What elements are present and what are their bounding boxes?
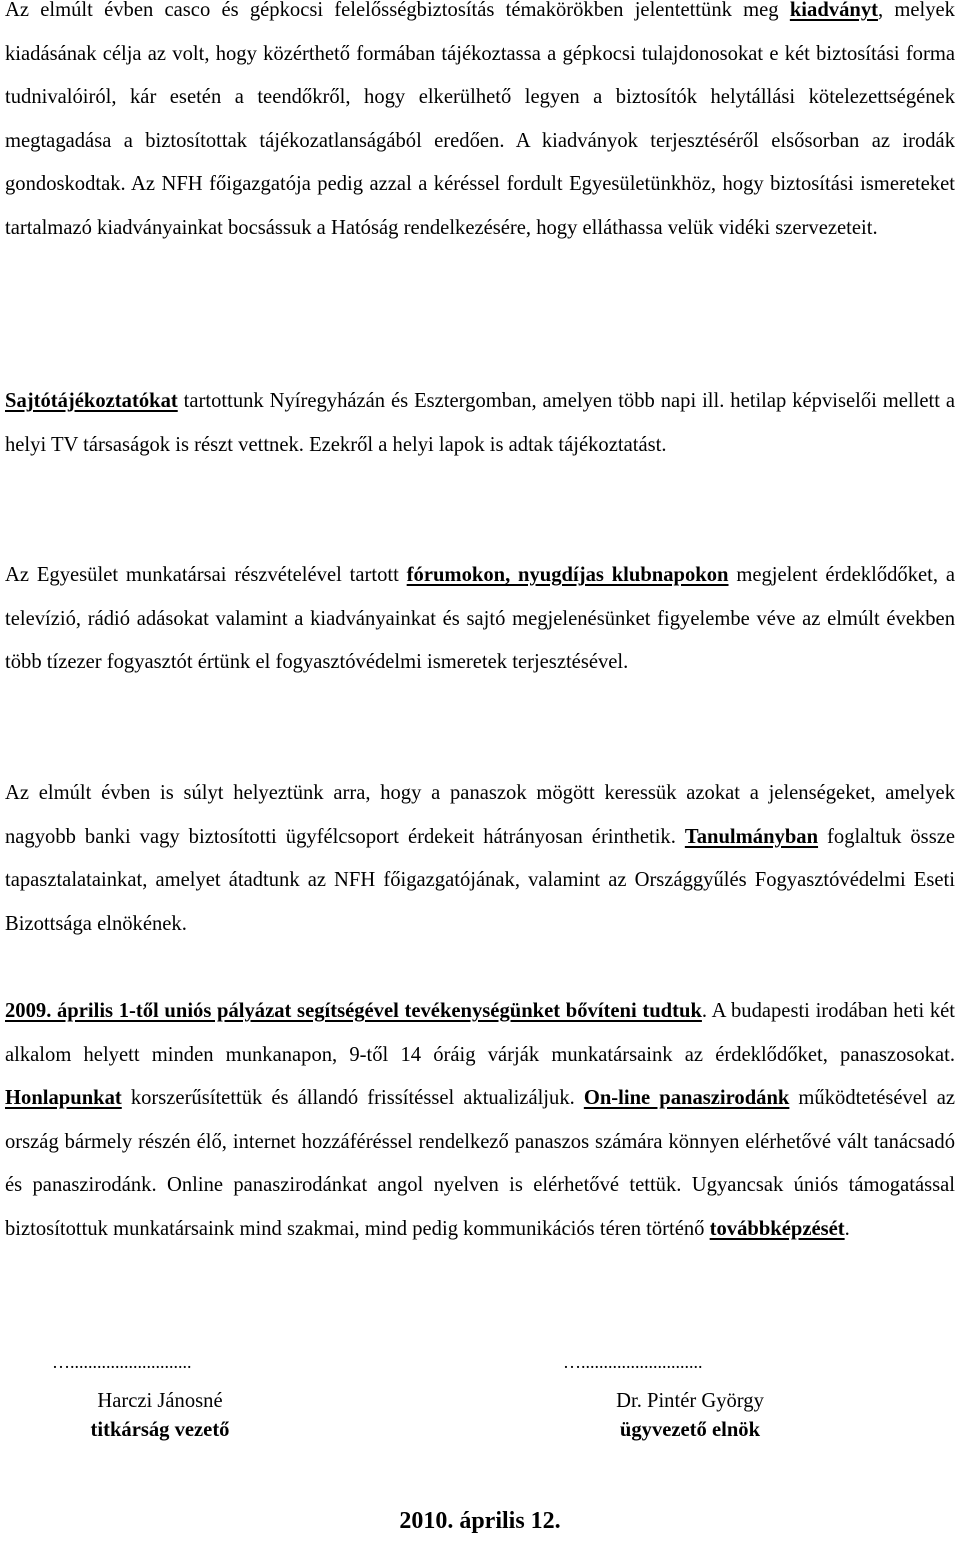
paragraph-text: foglaltuk össze tapasztalatainkat, amelyet átadtunk az NFH főigazgatójának, valamint az Országgyűlés Fogyasztóvédelmi Eseti Bizottsága elnökének. [5,825,955,935]
honlap-link[interactable]: Honlapunkat [5,1087,122,1109]
paragraph-study [5,772,955,946]
paragraph-publications [5,0,955,250]
paragraph-text: Az elmúlt évben is súlyt helyeztünk arra, hogy a panaszok mögött keressük azokat a jelenségeket, amelyek nagyobb banki vagy biztosítotti ügyfélcsoport érdekeit hátrányosan érinthetik. [5,782,955,848]
tanulmany-link[interactable]: Tanulmányban [684,825,819,848]
paragraph-text: működtetésével az ország bármely részén élő, internet hozzáféréssel rendelkező panaszos számára könnyen elérhetővé vált tanácsadó és panaszirodánk. Online panaszirodánkat angol nyelven is elérhetővé tettük. Ugyancsak úniós támogatással biztosítottuk munkatársaink mind szakmai, mind pedig kommunikációs téren történő [5,1087,955,1240]
signer-title-right: ügyvezető elnök [619,1419,761,1441]
document-date: 2010. április 12. [399,1508,561,1534]
signer-name-left: Harczi Jánosné [97,1390,223,1412]
signer-title-left: titkárság vezető [90,1419,230,1441]
paragraph-project [5,990,955,1251]
paragraph-text: Az elmúlt évben casco és gépkocsi felelősségbiztosítás témakörökben jelentettünk meg [5,0,790,21]
signer-name-right: Dr. Pintér György [616,1390,764,1412]
signature-block-left [60,1387,260,1445]
signature-block-right [580,1387,800,1445]
paragraph-text: tartottunk Nyíregyházán és Esztergomban, amelyen több napi ill. hetilap képviselői mellett a helyi TV társaságok is részt vettnek. Ezekről a helyi lapok is adtak tájékoztatást. [5,390,955,456]
forum-link[interactable]: fórumokon, nyugdíjas klubnapokon [406,564,729,586]
paragraph-text: megjelent érdeklődőket, a televízió, rádió adásokat valamint a kiadványainkat és sajtó megjelenésünket figyelembe véve az elmúlt években több tízezer fogyasztót értünk el fogyasztóvédelmi ismeretek terjesztésével. [5,564,955,673]
signature-line-left: …........................... [52,1352,192,1372]
paragraph-text: , melyek kiadásának célja az volt, hogy közérthető formában tájékoztassa a gépkocsi tulajdonosokat e két biztosítási forma tudnivalóiról, kár esetén a teendőkről, hogy elkerülhető legyen a biztosítók helytállási kötelezettségének megtagadása a biztosítottak tájékozatlanságából eredően. A kiadványok terjesztéséről elsősorban az irodák gondoskodtak. Az NFH főigazgatója pedig azzal a kéréssel fordult Egyesületünkhöz, hogy biztosítási ismereteket tartalmazó kiadványainkat bocsássuk a Hatóság rendelkezésére, hogy elláthassa velük vidéki szervezeteit. [5,0,955,239]
paragraph-text: Az Egyesület munkatársai részvételével tartott [5,564,407,586]
kiadvany-link[interactable]: kiadványt [789,0,878,21]
paragraph-text: . A budapesti irodában heti két alkalom helyett minden munkanapon, 9-től 14 óráig várják munkatársaink az érdeklődőket, panaszosokat. [5,1000,955,1066]
online-panasziroda-link[interactable]: On-line panaszirodánk [583,1087,790,1109]
paragraph-text: . [844,1217,850,1240]
sajtotajekoztato-link[interactable]: Sajtótájékoztatókat [5,390,178,412]
paragraph-text: korszerűsítettük és állandó frissítéssel aktualizáljuk. [121,1087,584,1109]
signature-line-right: …........................... [563,1352,703,1372]
paragraph-press-conferences [5,380,955,467]
paragraph-forums [5,554,955,685]
palyazat-link[interactable]: 2009. április 1-től uniós pályázat segítségével tevékenységünket bővíteni tudtuk [5,1000,702,1022]
tovabbkepzes-link[interactable]: továbbképzését [709,1217,845,1240]
